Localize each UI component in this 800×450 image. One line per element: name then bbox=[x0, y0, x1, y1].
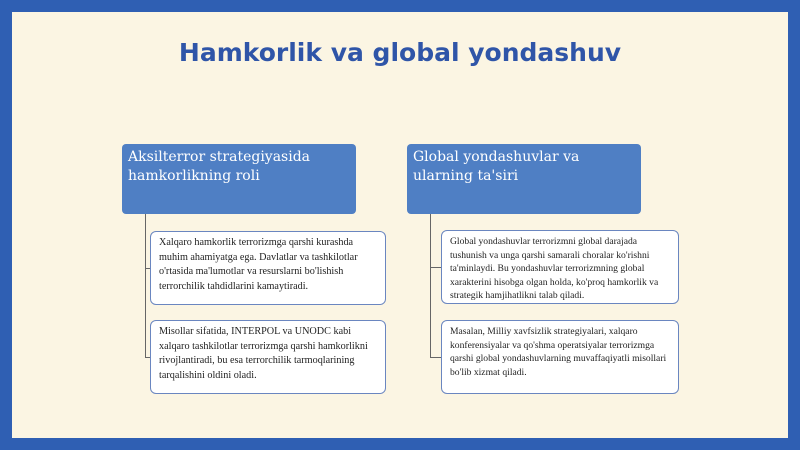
left-item-1 bbox=[150, 231, 386, 305]
right-connector-branch-1 bbox=[430, 267, 441, 268]
slide-title: Hamkorlik va global yondashuv bbox=[178, 38, 622, 67]
right-item-1 bbox=[441, 230, 679, 304]
left-item-1-text: Xalqaro hamkorlik terrorizmga qarshi kurashda muhim ahamiyatga ega. Davlatlar va tashkilotlar o'rtasida ma'lumotlar va resurslarni bo'lishish terrorchilik tahdidlarini kamaytiradi. bbox=[159, 237, 358, 292]
left-heading-box bbox=[122, 144, 356, 214]
left-heading-text: Aksilterror strategiyasida hamkorlikning roli bbox=[128, 149, 311, 184]
left-item-2-text: Misollar sifatida, INTERPOL va UNODC kabi xalqaro tashkilotlar terrorizmga qarshi hamkorlikni rivojlantiradi, bu esa terrorchilik tarmoqlarining tarqalishini oldini oladi. bbox=[159, 326, 368, 381]
right-heading-box bbox=[407, 144, 641, 214]
left-connector-vertical bbox=[145, 214, 146, 358]
right-item-2-text: Masalan, Milliy xavfsizlik strategiyalari, xalqaro konferensiyalar va qo'shma operatsiyalar terrorizmga qarshi global yondashuvlarning muvaffaqiyatli misollari bo'lib xizmat qiladi. bbox=[450, 326, 667, 378]
left-item-2 bbox=[150, 320, 386, 394]
right-connector-vertical bbox=[430, 214, 431, 358]
right-heading-text: Global yondashuvlar va ularning ta'siri bbox=[413, 149, 580, 184]
right-item-2 bbox=[441, 320, 679, 394]
right-connector-branch-2 bbox=[430, 357, 441, 358]
right-item-1-text: Global yondashuvlar terrorizmni global darajada tushunish va unga qarshi samarali choralar ko'rishni ta'minlaydi. Bu yondashuvlar terrorizmning global xarakterini hisobga olgan holda, ko'proq hamkorlik va strategik hamjihatlikni talab qiladi. bbox=[450, 236, 659, 301]
